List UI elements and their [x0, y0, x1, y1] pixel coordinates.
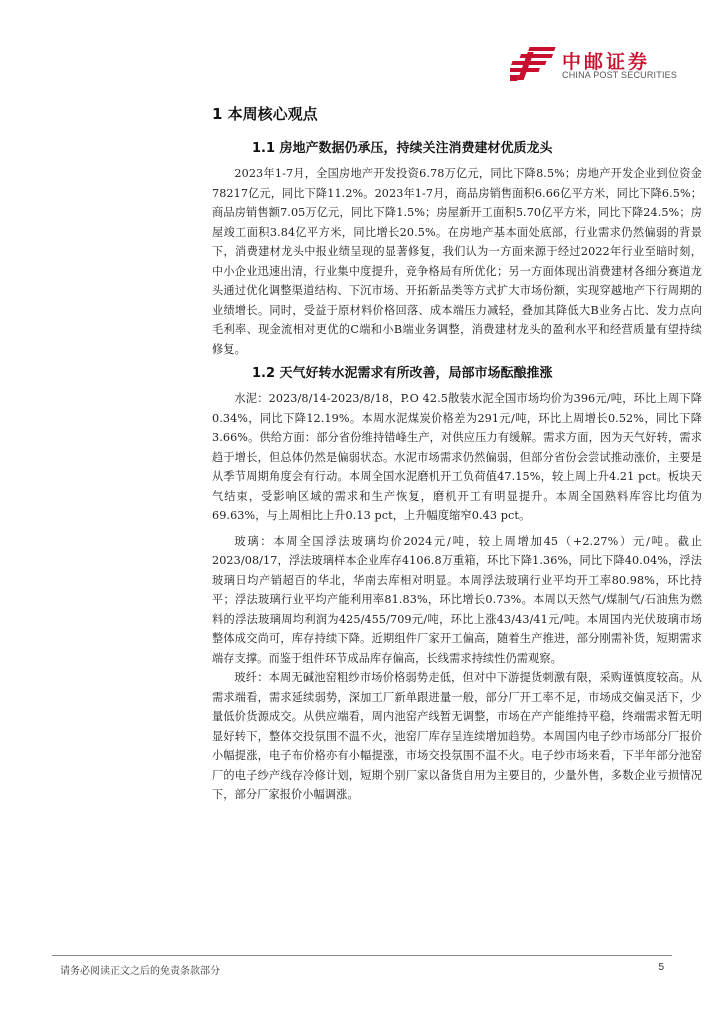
fiberglass-paragraph: 玻纤：本周无碱池窑粗纱市场价格弱势走低，但对中下游提货刺激有限，采购谨慎度较高。从需求端看，需求延续弱势，深加工厂新单跟进量一般，部分厂开工率不足，市场成交偏灵活下，少量低价货源成交。从供应端看，周内池窑产线暂无调整，市场在产产能维持平稳，终端需求暂无明显好转下，整体交投氛围不温不火，池窑厂库存呈连续增加趋势。本周国内电子纱市场部分厂报价小幅提涨，电子布价格亦有小幅提涨，市场交投氛围不温不火。电子纱市场来看，下半年部分池窑厂的电子纱产线存冷修计划，短期个别厂家以备货自用为主要目的，少量外售，多数企业亏损情况下，部分厂家报价小幅调涨。	[212, 671, 702, 801]
brand-logo	[510, 46, 700, 86]
report-body	[212, 104, 702, 805]
real-estate-paragraph: 2023年1-7月，全国房地产开发投资6.78万亿元，同比下降8.5%；房地产开发企业到位资金78217亿元，同比下降11.2%。2023年1-7月，商品房销售面积6.66亿平方米，同比下降6.5%；商品房销售额7.05万亿元，同比下降1.5%；房屋新开工面积5.70亿平方米，同比下降24.5%；房屋竣工面积3.84亿平方米，同比增长20.5%。在房地产基本面处底部，行业需求仍然偏弱的背景下，消费建材龙头中报业绩呈现的显著修复，我们认为一方面来源于经过2022年行业至暗时刻，中小企业迅速出清，行业集中度提升，竞争格局有所优化；另一方面体现出消费建材各细分赛道龙头通过优化调整渠道结构、下沉市场、开拓新品类等方式扩大市场份额，实现穿越地产下行周期的业绩增长。同时，受益于原材料价格回落、成本端压力减轻，叠加其降低大B业务占比、发力点向毛利率、现金流相对更优的C端和小B端业务调整，消费建材龙头的盈利水平和经营质量有望持续修复。	[212, 167, 702, 356]
logo-chinese-name: 中邮证券	[562, 51, 651, 73]
china-post-logo-icon	[510, 46, 556, 84]
cement-paragraph: 水泥：2023/8/14-2023/8/18，P.O 42.5散装水泥全国市场均价为396元/吨，环比上周下降0.34%，同比下降12.19%。本周水泥煤炭价格差为291元/吨，环比上周增长0.52%，同比下降3.66%。供给方面：部分省份维持错峰生产，对供应压力有缓解。需求方面，因为天气好转，需求趋于增长，但总体仍然是偏弱状态。水泥市场需求仍然偏弱，但部分省份会尝试推动涨价，主要是从季节周期角度会有行动。本周全国水泥磨机开工负荷值47.15%，较上周上升4.21 pct。板块天气结束，受影响区域的需求和生产恢复，磨机开工有明显提升。本周全国熟料库容比均值为69.63%，与上周相比上升0.13 pct，上升幅度缩窄0.43 pct。	[212, 392, 702, 522]
page-number: 5	[658, 962, 664, 973]
logo-english-name: CHINA POST SECURITIES	[562, 70, 678, 80]
subsection-heading-1-2: 1.2 天气好转水泥需求有所改善，局部市场酝酿推涨	[252, 366, 553, 381]
footer-divider	[52, 955, 672, 956]
subsection-heading-1-1: 1.1 房地产数据仍承压，持续关注消费建材优质龙头	[252, 141, 553, 156]
footer-disclaimer: 请务必阅读正文之后的免责条款部分	[60, 966, 220, 977]
glass-paragraph: 玻璃：本周全国浮法玻璃均价2024元/吨，较上周增加45（+2.27%）元/吨。截止2023/08/17，浮法玻璃样本企业库存4106.8万重箱，环比下降1.36%，同比下降40.04%，浮法玻璃日均产销超百的华北，华南去库相对明显。本周浮法玻璃行业平均开工率80.98%，环比持平；浮法玻璃行业平均产能利用率81.83%，环比增长0.73%。本周以天然气/煤制气/石油焦为燃料的浮法玻璃周均利润为425/455/709元/吨，环比上涨43/43/41元/吨。本周国内光伏玻璃市场整体成交尚可，库存持续下降。近期组件厂家开工偏高，随着生产推进，部分刚需补货，短期需求端存支撑。而鉴于组件环节成品库存偏高，长线需求持续性仍需观察。	[212, 534, 702, 665]
section-heading: 1 本周核心观点	[212, 105, 318, 123]
